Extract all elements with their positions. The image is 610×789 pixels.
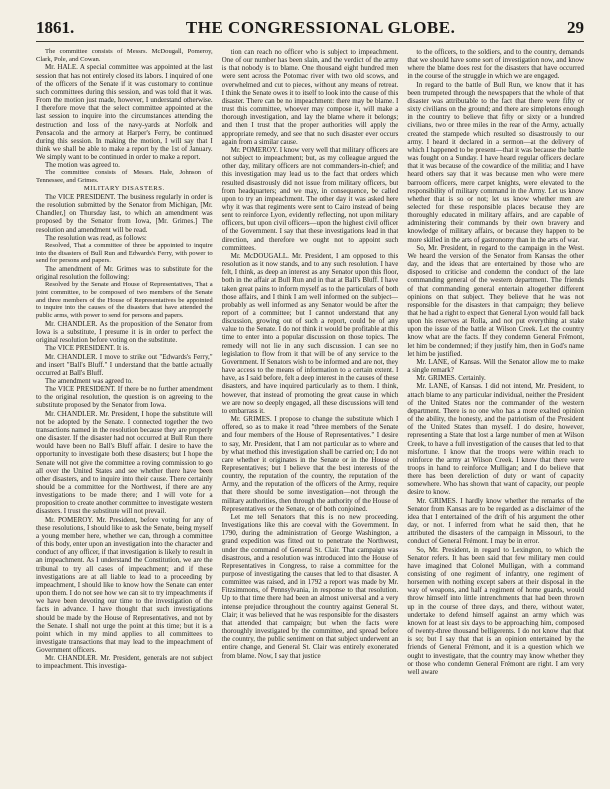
paragraph: Mr. GRIMES. Certainly. [416, 374, 486, 383]
paragraph: Resolved, That a committee of three be appointed to inquire into the disasters of Bull Run and Edwards's Ferry, with power to send for persons and papers. [36, 241, 213, 265]
paragraph: Mr. POMEROY. Mr. President, before voting for any of these resolutions, I should like to ask the Senate, being myself a young member here, whether we can, through a committee of this body, enter upon an investigation into the character and conduct of any officer, if that investigation is likely to result in an impeachment. As I understand the Constitution, we are the tribunal to try all cases of impeachment; and if these investigations are at all liable to lead to a proceeding by impeachment, I should like to know how the Senate can enter upon them. I do not see how we can sit to try impeachments if we have been devoting our time to the investigation of the facts in advance. I have thought that such investigations should be made by the House of Representatives, and not by the Senate. I shall not urge the point at this time; but it is a point which in my mind applies to all committees to investigate transactions that may lead to the impeachment of Government officers. [36, 515, 213, 655]
column-3 [407, 48, 584, 783]
header-rule [36, 41, 584, 42]
paragraph: Mr. POMEROY. I know very well that military officers are not subject to impeachment; but, as my colleague argued the other day, military officers are not commanders-in-chief; and this investigation may lead us to the fact that orders which resulted disastrously did not issue from military officers, but from headquarters; and we may, in consequence, be called upon to try an impeachment. The other day it was asked here why it was that regiments were sent to Cairo instead of being sent to reinforce Lyon, evidently reflecting, not upon military officers, but upon civil officers—upon the highest civil officer of the Government. I say that these investigations lead in that direction, and therefore we ought not to appoint such committees. [221, 145, 399, 252]
header-title: THE CONGRESSIONAL GLOBE. [185, 18, 456, 37]
paragraph: Let me tell Senators that this is no new proceeding. Investigations like this are coeval with the Government. In 1790, during the administration of George Washington, a grand expedition was fitted out to penetrate the Northwest, under the command of General St. Clair. That campaign was disastrous, and a resolution was introduced into the House of Representatives in Congress, to raise a committee for the purpose of investigating the causes that led to that disaster. A committee was raised, and in 1792 a report was made by Mr. Fitzsimmons, of Pennsylvania, in response to that resolution. Up to that time there had been an almost universal and a very intense prejudice throughout the country against General St. Clair; it was believed that he was responsible for the disasters that attended that campaign; but when the facts were thoroughly investigated by the committee, and spread before the country, the public sentiment on that subject underwent an entire change, and General St. Clair was entirely exonerated from blame. Now, I say that justice [221, 512, 399, 660]
paragraph: So, Mr. President, in regard to Lexington, to which the Senator refers. It has been said that few military men could have imagined that Colonel Mulligan, with a command consisting of one regiment of infantry, one regiment of horsemen with nothing except sabers at their disposal in the way of weapons, and half a regiment of home guards, would throw himself into little intrenchments that had been thrown up in the course of three days, and there, without water, undertake to defend himself against an army which was known for at least six days to be approaching him, composed of twenty-three thousand belligerents. I do not know that that is so; but I say that that is an opinion entertained by the friends of General Frémont, and it is a question which we ought to investigate, that the country may know whether they or those who condemn General Frémont are right. I am very well aware [407, 545, 584, 676]
paragraph: The VICE PRESIDENT. If there be no further amendment to the original resolution, the question is on agreeing to the substitute proposed by the Senator from Iowa. [36, 385, 213, 410]
paragraph: Mr. GRIMES. I propose to change the substitute which I offered, so as to make it read "three members of the Senate and four members of the House of Representatives." I desire to say, Mr. President, that I am not particular as to where and by what method this investigation shall be carried on; I do not care whether it originates in the Senate or in the House of Representatives; but I believe that the best interests of the country, the reputation of the country, the reputation of the Army, and the reputation of the officers of the Army, require that there should be some investigation—not through the military authorities, then through the authority of the House of Representatives or the Senate, or of both conjoined. [221, 415, 399, 513]
paragraph: So, Mr. President, in regard to the campaign in the West. We heard the version of the Senator from Kansas the other day, and the ideas that are entertained by those who are disposed to criticise and condemn the conduct of the late commanding general of the western department. The friends of that commanding general entertain altogether different opinions on that subject. They believe that he was not responsible for the disasters in that campaign; they believe that he had a right to expect that General Lyon would fall back upon his reserves at Rolla, and not put everything at stake upon the issue of the battle at Wilson Creek. Let the country know what are the facts. If they condemn General Frémont, let him be condemned; if they justify him, then in God's name let him be justified. [407, 243, 584, 358]
paragraph: Mr. McDOUGALL. Mr. President, I am opposed to this resolution as it now stands, and to any such resolution. I have felt, I think, as deep an interest as any Senator upon this floor, both in the affair at Bull Run and in that at Ball's Bluff. I have taken great pains to inform myself as to the particulars of both those affairs, and I think I am well informed on the subject—probably as well informed as any Senator would be after the report of a committee; but I cannot understand that any discussion, growing out of such a report, could be of any value to the Senate. I do not think it would be profitable at this time to enter into a popular discussion on those topics. The remedy will not lie in any such discussion. I can see no legislation to flow from it that will be of any service to the Government. If Senators wish to be informed and are not, they have access to the means of information to a certain extent. I have, as I said before, felt a deep interest in the causes of these disasters, and have inquired particularly as to them. I think, however, that instead of promoting the great cause in which we are now so deeply engaged, all these discussions will tend to embarrass it. [221, 251, 399, 415]
paragraph: The resolution was read, as follows: [45, 233, 147, 242]
paragraph: Mr. LANE, of Kansas. Will the Senator allow me to make a single remark? [407, 357, 584, 375]
paragraph: The motion was agreed to. [45, 161, 120, 170]
paragraph: The amendment was agreed to. [45, 376, 133, 385]
columns [36, 48, 584, 783]
paragraph: Mr. CHANDLER. As the proposition of the Senator from Iowa is a substitute, I presume it is in order to perfect the original resolution before voting on the substitute. [36, 319, 213, 345]
paragraph: Mr. HALE. A special committee was appointed at the last session that has not entirely closed its labors. I inquired of one of the officers of the Senate if it was customary to continue such committees during this session, and was told that it was. From the motion just made, however, I understand otherwise. I therefore move that the select committee appointed at the last session to inquire into the circumstances attending the destruction and loss of the navy-yards at Norfolk and Pensacola and the armory at Harper's Ferry, be continued during this session. In making the motion, I will say that I think we shall be able to make a report by the 1st of January. We simply want to be continued in order to make a report. [36, 63, 213, 162]
page-number: 29 [567, 18, 584, 37]
paragraph: The amendment of Mr. Grimes was to substitute for the original resolution the following: [36, 265, 213, 282]
paragraph: Mr. GRIMES. I hardly know whether the remarks of the Senator from Kansas are to be regarded as a disclaimer of the idea that I entertained of the drift of his argument the other day, or not. I inferred from what he said then, that he attributed the disasters of the campaign in Missouri, to the conduct of General Frémont. I may be in error. [407, 496, 584, 546]
header-year: 1861. [36, 18, 75, 37]
paragraph: The committee consists of Messrs. McDougall, Pomeroy, Clark, Pole, and Cowan. [36, 48, 213, 63]
page-header [36, 14, 584, 38]
paragraph: In regard to the battle of Bull Run, we know that it has been trumpeted through the newspapers that the whole of that disaster was attributable to the fact that there were fifty or sixty civilians on the ground; and there are simpletons enough in the country to believe that fifty or sixty or a hundred civilians, two or three miles in the rear of the Army, actually created the stampede which resulted so disastrously to our army. I heard it declared in a sermon—at the delivery of which I happened to be present—that it was because the battle was fought on a Sunday. I have heard regular officers declare that it was because of the cowardice of the militia; and I have heard others say that it was because men who were mere barroom officers, mere carpet knights, were elevated to the responsibility of military command in the Army. Let us know whether that is so or not; let us know whether men are selected for these responsible places because they are thoroughly educated in military affairs, and are capable of administering their commands by their own bravery and knowledge of military affairs, or because they happen to be more skilled in the arts of gastronomy than in the arts of war. [407, 80, 584, 244]
paragraph: The VICE PRESIDENT. The business regularly in order is the resolution submitted by the Senator from Michigan, [Mr. Chandler,] on Thursday last, to which an amendment was proposed by the Senator from Iowa, [Mr. Grimes.] The resolution and amendment will be read. [36, 193, 213, 234]
column-1 [36, 48, 213, 783]
paragraph: tion can reach no officer who is subject to impeachment. One of our number has been slain, and the verdict of the army is that nobody is to blame. One thousand eight hundred men were sent across the Potomac river with two old scows, and overwhelmed and cut to pieces, without any means of retreat. I think the Senate owes it to itself to look into the cause of this disaster. There can be no impeachment: there may be blame. I trust this committee, whoever may compose it, will make a thorough investigation, and lay the blame where it belongs; and then I trust that the proper authorities will apply the appropriate remedy, and see that no such disaster ever occurs again from a similar cause. [221, 48, 399, 146]
paragraph: Mr. CHANDLER. Mr. President, I hope the substitute will not be adopted by the Senate. I connected together the two transactions named in the resolution because they are properly one disaster. If the disaster had not occurred at Bull Run there would have been no Ball's Bluff affair. I desire to have the opportunity to investigate both these disasters; but I hope the Senate will not give the committee a roving commission to go all over the United States and see whether there have been other disasters, and to inquire into their cause. There certainly should be a committee for the Northwest, if there are any investigations to be made there; and I will vote for a proposition to create another committee to investigate western disasters. I trust the substitute will not prevail. [36, 409, 213, 516]
paragraph: MILITARY DISASTERS. [83, 184, 165, 192]
paragraph: The VICE PRESIDENT. It is. [45, 344, 130, 353]
paragraph: to the officers, to the soldiers, and to the country, demands that we should have some sort of investigation now, and know where the blame does rest for the disasters that have occurred in the course of the struggle in which we are engaged. [407, 48, 584, 81]
paragraph: The committee consists of Messrs. Hale, Johnson of Tennessee, and Grimes. [36, 169, 213, 185]
paragraph: Mr. LANE, of Kansas. I did not intend, Mr. President, to attach blame to any particular individual, neither the President of the United States nor the commander of the western department. There is no one who has a more exalted opinion of the ability, the honesty, and the patriotism of the President of the United States than myself. I do desire, however, representing a State that lost a large number of men at Wilson Creek, to have a full investigation of the causes that led to that misfortune. I know that the troops were within reach to reinforce the army at Wilson Creek. I know that there were troops in hand to reinforce Mulligan; and I do believe that there has been dereliction of duty or want of capacity somewhere. Who has shown that want of capacity, our people desire to know. [407, 382, 584, 497]
paragraph: Mr. CHANDLER. Mr. President, generals are not subject to impeachment. This investiga- [36, 654, 213, 671]
column-2 [222, 48, 399, 783]
paragraph: Resolved by the Senate and House of Representatives, That a joint committee, to be composed of two members of the Senate and three members of the House of Representatives be appointed to inquire into the causes of the disasters that have attended the public arms, with power to send for persons and papers. [36, 281, 213, 320]
paragraph: Mr. CHANDLER. I move to strike out "Edwards's Ferry," and insert "Ball's Bluff." I understand that the battle actually occurred at Ball's Bluff. [36, 352, 213, 377]
